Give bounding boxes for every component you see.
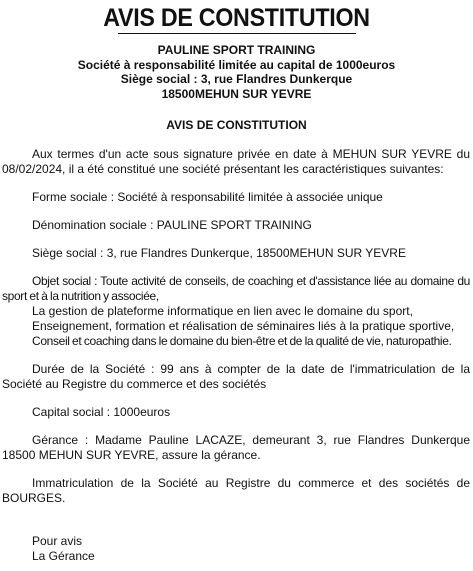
company-name: PAULINE SPORT TRAINING bbox=[157, 43, 316, 57]
purpose-line: Enseignement, formation et réalisation de séminaires liés à la pratique sportive, bbox=[32, 319, 455, 333]
notice-body bbox=[0, 147, 473, 564]
purpose-line: Conseil et coaching dans le domaine du bien-être et de la qualité de vie, naturopathie. bbox=[32, 334, 452, 348]
purpose-paragraph: Objet social : Toute activité de conseils, de coaching et d'assistance liée au domaine du sport et à la nutrition y associée, bbox=[2, 274, 470, 303]
legal-form-paragraph: Forme sociale : Société à responsabilité limitée à associée unique bbox=[32, 190, 383, 204]
capital-paragraph: Capital social : 1000euros bbox=[32, 405, 171, 419]
notice-subtitle: AVIS DE CONSTITUTION bbox=[166, 118, 307, 132]
head-office-line: Siège social : 3, rue Flandres Dunkerque bbox=[120, 72, 353, 86]
denomination-paragraph: Dénomination sociale : PAULINE SPORT TRAINING bbox=[32, 218, 312, 232]
registration-paragraph: Immatriculation de la Société au Registre du commerce et des sociétés de BOURGES. bbox=[2, 476, 470, 505]
purpose-line: La gestion de plateforme informatique en lien avec le domaine du sport, bbox=[32, 304, 413, 318]
management-paragraph: Gérance : Madame Pauline LACAZE, demeurant 3, rue Flandres Dunkerque 18500 MEHUN SUR YEVRE, assure la gérance. bbox=[2, 433, 470, 462]
closing-signature bbox=[2, 534, 470, 564]
purpose-section bbox=[2, 274, 470, 349]
title-underline bbox=[118, 33, 356, 34]
notice-main-title: AVIS DE CONSTITUTION bbox=[103, 4, 370, 32]
intro-paragraph: Aux termes d'un acte sous signature privée en date à MEHUN SUR YEVRE du 08/02/2024, il a été constitué une société présentant les caractéristiques suivantes: bbox=[2, 147, 470, 176]
closing-line-1: Pour avis bbox=[32, 534, 83, 548]
company-form-line: Société à responsabilité limitée au capital de 1000euros bbox=[77, 57, 396, 72]
registered-office-paragraph: Siège social : 3, rue Flandres Dunkerque, 18500MEHUN SUR YEVRE bbox=[32, 246, 406, 260]
closing-line-2: La Gérance bbox=[32, 549, 95, 563]
duration-paragraph: Durée de la Société : 99 ans à compter de la date de l'immatriculation de la Société au Registre du commerce et des sociétés bbox=[2, 362, 470, 391]
company-header bbox=[0, 43, 473, 101]
city-line: 18500MEHUN SUR YEVRE bbox=[161, 86, 312, 101]
